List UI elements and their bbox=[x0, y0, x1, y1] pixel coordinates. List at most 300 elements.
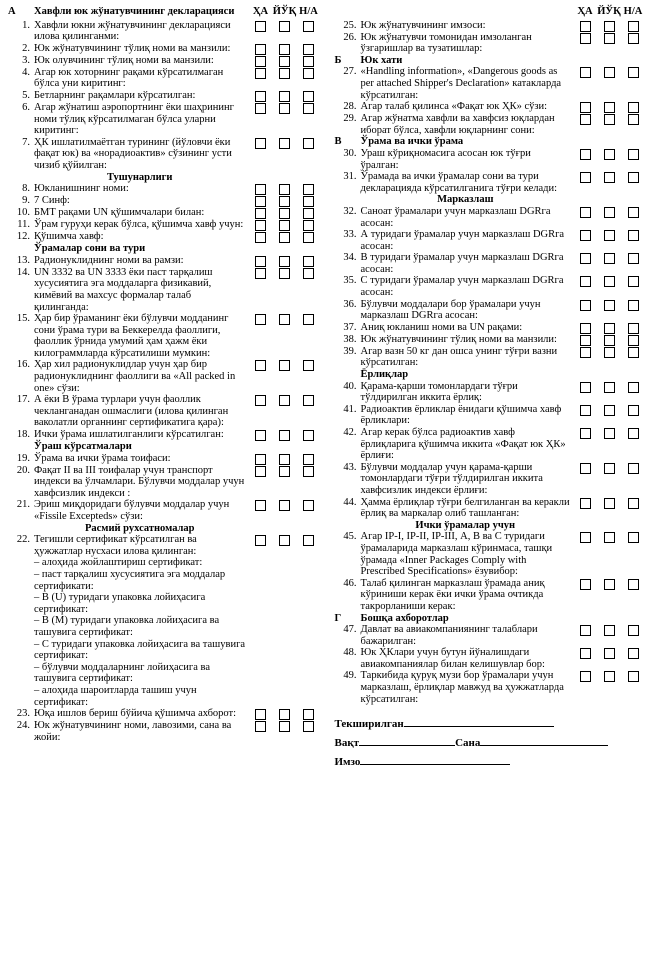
checkbox-no[interactable] bbox=[273, 90, 297, 102]
item-number: 48. bbox=[343, 647, 357, 659]
item-number: 2. bbox=[22, 42, 30, 54]
item-number: 49. bbox=[343, 670, 357, 682]
item-number: 13. bbox=[16, 254, 30, 266]
checkbox-no[interactable] bbox=[273, 394, 297, 429]
item-subline: – С туридаги упаковка лойиҳасига ва ташувига сертификат: bbox=[34, 638, 246, 662]
item-text: Талаб қилинган марказлаш ўрамада аниқ кўриниши керак ёки ички ўрама очтикда такрорланиши керак: bbox=[360, 577, 545, 612]
checkbox-na[interactable] bbox=[297, 102, 321, 137]
item-row bbox=[8, 720, 321, 743]
item-row bbox=[8, 137, 321, 172]
checkbox-no[interactable] bbox=[597, 148, 621, 171]
checkbox-no[interactable] bbox=[273, 195, 297, 207]
checkbox-no[interactable] bbox=[597, 462, 621, 497]
item-text: Ўрама ва ички ўрама тоифаси: bbox=[34, 452, 171, 464]
checkbox-na[interactable] bbox=[621, 171, 645, 194]
checkbox-no[interactable] bbox=[273, 137, 297, 172]
checkbox-no[interactable] bbox=[597, 299, 621, 322]
checkbox-na[interactable] bbox=[297, 720, 321, 743]
item-row bbox=[8, 207, 321, 219]
checkbox-na[interactable] bbox=[621, 322, 645, 334]
checkbox-yes[interactable] bbox=[249, 708, 273, 720]
checkbox-no[interactable] bbox=[273, 207, 297, 219]
item-row bbox=[8, 255, 321, 267]
item-row bbox=[8, 394, 321, 429]
checkbox-na[interactable] bbox=[621, 299, 645, 322]
checkbox-yes[interactable] bbox=[249, 43, 273, 55]
checkbox-na[interactable] bbox=[621, 427, 645, 462]
checked-by-line bbox=[335, 715, 646, 730]
subheading-official-permits: Расмий рухсатномалар bbox=[84, 522, 195, 534]
item-text: Агар жўнатиш аэропортнинг ёки шаҳрининг номи тўлиқ кўрсатилмаган бўлса уларни киритинг: bbox=[34, 101, 234, 137]
item-row bbox=[335, 322, 646, 334]
item-text: Ҳар хил радионуклидлар учун ҳар бир радионуклиднинг фаоллиги ва «All packed in one» сўзи: bbox=[34, 359, 236, 394]
checkbox-na[interactable] bbox=[297, 43, 321, 55]
checkbox-na[interactable] bbox=[297, 137, 321, 172]
checkbox-na[interactable] bbox=[297, 219, 321, 231]
item-number: 5. bbox=[22, 89, 30, 101]
item-number: 16. bbox=[16, 359, 30, 371]
item-subline: – В (М) туридаги упаковка лойиҳасига ва ташувига сертификат: bbox=[34, 615, 220, 638]
checkbox-na[interactable] bbox=[621, 624, 645, 647]
checkbox-na[interactable] bbox=[297, 207, 321, 219]
checkbox-yes[interactable] bbox=[249, 55, 273, 67]
checkbox-no[interactable] bbox=[597, 670, 621, 705]
subheading-row bbox=[335, 194, 646, 206]
checkbox-yes[interactable] bbox=[573, 101, 597, 113]
item-number: 33. bbox=[343, 229, 357, 241]
time-date-line bbox=[335, 734, 646, 749]
item-number: 38. bbox=[343, 333, 357, 345]
checkbox-no[interactable] bbox=[597, 578, 621, 613]
checkbox-na[interactable] bbox=[297, 499, 321, 522]
item-number: 10. bbox=[16, 207, 30, 219]
section-title-a: Хавфли юк жўнатувчининг декларацияси bbox=[34, 6, 235, 17]
checkbox-no[interactable] bbox=[597, 32, 621, 55]
checkbox-yes[interactable] bbox=[249, 219, 273, 231]
two-column-layout bbox=[8, 6, 645, 772]
checkbox-na[interactable] bbox=[297, 534, 321, 708]
item-text: Радионуклиднинг номи ва рамзи: bbox=[34, 254, 184, 266]
checkbox-yes[interactable] bbox=[249, 207, 273, 219]
checkbox-yes[interactable] bbox=[573, 427, 597, 462]
checkbox-na[interactable] bbox=[621, 462, 645, 497]
checkbox-na[interactable] bbox=[297, 429, 321, 441]
item-text: Тегишли сертификат кўрсатилган ва ҳужжатлар нусхаси илова қилинган: bbox=[34, 534, 197, 557]
checkbox-yes[interactable] bbox=[249, 90, 273, 102]
checkbox-na[interactable] bbox=[621, 404, 645, 427]
item-text: UN 3332 ва UN 3333 ёки паст тарқалиш хусусиятига эга моддаларга физикавий, кимёвий ва махсус формалар талаб қилинганда: bbox=[34, 266, 213, 313]
signature-label: Имзо bbox=[334, 756, 361, 769]
checkbox-no[interactable] bbox=[597, 275, 621, 298]
checkbox-yes[interactable] bbox=[573, 670, 597, 705]
checkbox-yes[interactable] bbox=[573, 334, 597, 346]
item-text: БМТ рақами UN қўшимчалари билан: bbox=[34, 207, 205, 219]
left-checklist-table bbox=[8, 6, 321, 743]
item-number: 25. bbox=[343, 19, 357, 31]
item-row bbox=[335, 346, 646, 369]
checkbox-yes[interactable] bbox=[573, 578, 597, 613]
subheading-row bbox=[8, 172, 321, 184]
checkbox-yes[interactable] bbox=[573, 171, 597, 194]
subheading-package-count-type: Ўрамалар сони ва тури bbox=[34, 243, 146, 255]
checkbox-na[interactable] bbox=[621, 497, 645, 520]
checkbox-yes[interactable] bbox=[249, 267, 273, 313]
item-number: 15. bbox=[16, 313, 30, 325]
item-row bbox=[335, 578, 646, 613]
checkbox-na[interactable] bbox=[297, 708, 321, 720]
item-row bbox=[335, 381, 646, 404]
checkbox-na[interactable] bbox=[297, 394, 321, 429]
item-text: Ўрам гуруҳи керак бўлса, қўшимча хавф учун: bbox=[34, 219, 244, 231]
item-number: 31. bbox=[343, 171, 357, 183]
subheading-row bbox=[335, 520, 646, 532]
checkbox-no[interactable] bbox=[597, 346, 621, 369]
checkbox-yes[interactable] bbox=[573, 229, 597, 252]
checkbox-na[interactable] bbox=[621, 531, 645, 577]
item-number: 11. bbox=[17, 219, 30, 231]
checkbox-no[interactable] bbox=[273, 359, 297, 394]
checkbox-na[interactable] bbox=[621, 670, 645, 705]
checkbox-yes[interactable] bbox=[573, 299, 597, 322]
item-text: Юқа ишлов бериш бўйича қўшимча ахборот: bbox=[34, 708, 237, 720]
col-header-no: ЙЎҚ bbox=[597, 6, 621, 17]
checkbox-yes[interactable] bbox=[249, 499, 273, 522]
item-row bbox=[335, 334, 646, 346]
checkbox-no[interactable] bbox=[597, 229, 621, 252]
item-text: Юк жўнатувчининг номи, лавозими, сана ва жойи: bbox=[34, 720, 232, 743]
checkbox-yes[interactable] bbox=[249, 720, 273, 743]
checkbox-no[interactable] bbox=[273, 183, 297, 195]
subheading-row bbox=[8, 441, 321, 453]
checkbox-no[interactable] bbox=[273, 708, 297, 720]
checkbox-no[interactable] bbox=[597, 497, 621, 520]
checkbox-yes[interactable] bbox=[249, 183, 273, 195]
checkbox-yes[interactable] bbox=[249, 102, 273, 137]
checkbox-yes[interactable] bbox=[249, 231, 273, 243]
checkbox-na[interactable] bbox=[297, 195, 321, 207]
left-column bbox=[8, 6, 327, 772]
item-number: 4. bbox=[22, 66, 30, 78]
checked-by-field[interactable] bbox=[404, 715, 554, 727]
checkbox-no[interactable] bbox=[273, 465, 297, 500]
checkbox-no[interactable] bbox=[273, 219, 297, 231]
item-number: 37. bbox=[343, 321, 357, 333]
subheading-labels: Ёрлиқлар bbox=[360, 369, 409, 381]
item-row bbox=[335, 497, 646, 520]
item-row bbox=[8, 359, 321, 394]
checkbox-yes[interactable] bbox=[573, 113, 597, 136]
checkbox-no[interactable] bbox=[273, 255, 297, 267]
item-number: 3. bbox=[22, 54, 30, 66]
checkbox-yes[interactable] bbox=[573, 404, 597, 427]
item-number: 1. bbox=[22, 19, 30, 31]
item-row bbox=[8, 465, 321, 500]
checkbox-no[interactable] bbox=[597, 531, 621, 577]
checkbox-no[interactable] bbox=[597, 404, 621, 427]
checkbox-no[interactable] bbox=[273, 453, 297, 465]
item-text: Радиоактив ёрликлар ёнидаги қўшимча хавф ёрликлари: bbox=[360, 403, 562, 427]
checkbox-na[interactable] bbox=[621, 578, 645, 613]
checkbox-yes[interactable] bbox=[573, 531, 597, 577]
item-number: 24. bbox=[16, 720, 30, 732]
checkbox-no[interactable] bbox=[273, 499, 297, 522]
item-text: Фақат II ва III тоифалар учун транспорт индекси ва ўлчамлари. Бўлувчи моддалар учун хавфсизлик индекси : bbox=[34, 464, 245, 499]
item-row bbox=[8, 20, 321, 43]
checkbox-na[interactable] bbox=[621, 148, 645, 171]
item-row bbox=[335, 206, 646, 229]
item-number: 47. bbox=[343, 624, 357, 636]
checkbox-na[interactable] bbox=[297, 183, 321, 195]
item-text: Ураш кўриқномасига асосан юк тўғри ўралган: bbox=[360, 147, 531, 171]
item-row bbox=[335, 20, 646, 32]
checkbox-na[interactable] bbox=[297, 20, 321, 43]
item-number: 17. bbox=[16, 394, 30, 406]
item-number: 30. bbox=[343, 147, 357, 159]
item-text: Қарама-қарши томонлардаги тўғри тўлдирилган иккита ёрлиқ: bbox=[360, 380, 518, 404]
item-row bbox=[335, 299, 646, 322]
item-row bbox=[335, 427, 646, 462]
item-text: Хавфли юкни жўнатувчининг декларацияси илова қилинганми: bbox=[34, 19, 231, 43]
item-row bbox=[8, 90, 321, 102]
checkbox-no[interactable] bbox=[597, 206, 621, 229]
item-subline: – паст тарқалиш хусусиятига эга моддалар сертификати: bbox=[34, 568, 226, 592]
section-letter-g: Г bbox=[334, 612, 342, 624]
item-text: Юкланишнинг номи: bbox=[34, 183, 129, 195]
subheading-inner-packages: Ички ўрамалар учун bbox=[415, 519, 516, 531]
checkbox-na[interactable] bbox=[297, 453, 321, 465]
checkbox-no[interactable] bbox=[273, 55, 297, 67]
item-number: 9. bbox=[22, 195, 30, 207]
date-field[interactable] bbox=[480, 734, 608, 746]
item-number: 42. bbox=[343, 427, 357, 438]
item-row bbox=[335, 148, 646, 171]
item-number: 45. bbox=[343, 531, 357, 543]
checkbox-no[interactable] bbox=[273, 534, 297, 708]
checkbox-na[interactable] bbox=[297, 465, 321, 500]
checkbox-yes[interactable] bbox=[573, 206, 597, 229]
checkbox-yes[interactable] bbox=[249, 453, 273, 465]
checkbox-na[interactable] bbox=[621, 66, 645, 101]
checkbox-no[interactable] bbox=[597, 66, 621, 101]
checkbox-na[interactable] bbox=[297, 55, 321, 67]
item-subline: – В (U) туридаги упаковка лойиҳасига сертификат: bbox=[34, 592, 206, 615]
item-row bbox=[335, 531, 646, 577]
item-text: Бетларнинг рақамлари кўрсатилган: bbox=[34, 89, 196, 101]
checkbox-no[interactable] bbox=[597, 322, 621, 334]
checkbox-no[interactable] bbox=[597, 647, 621, 670]
checkbox-yes[interactable] bbox=[249, 394, 273, 429]
signature-field[interactable] bbox=[360, 753, 510, 765]
item-row bbox=[335, 113, 646, 136]
item-row bbox=[8, 67, 321, 90]
checkbox-yes[interactable] bbox=[249, 313, 273, 359]
checkbox-no[interactable] bbox=[597, 381, 621, 404]
checkbox-na[interactable] bbox=[297, 267, 321, 313]
time-label: Вақт bbox=[334, 737, 360, 750]
checkbox-no[interactable] bbox=[597, 113, 621, 136]
item-number: 35. bbox=[343, 275, 357, 287]
item-text: Юк ҲКлари учун бутун йўналишдаги авиакомпаниялар билан келишувлар бор: bbox=[360, 647, 545, 670]
checkbox-na[interactable] bbox=[297, 255, 321, 267]
checkbox-no[interactable] bbox=[273, 102, 297, 137]
item-number: 32. bbox=[343, 205, 357, 217]
checkbox-na[interactable] bbox=[621, 334, 645, 346]
checkbox-yes[interactable] bbox=[573, 20, 597, 32]
checkbox-no[interactable] bbox=[273, 43, 297, 55]
item-text: Бўлувчи моддалар учун қарама-қарши томонлардаги тўғри тўлдирилган иккита хавфсизлик индекси ёрлиғи: bbox=[360, 461, 543, 496]
checkbox-na[interactable] bbox=[297, 231, 321, 243]
item-subline: – бўлувчи моддаларнинг лойиҳасига ва ташувига сертификат: bbox=[34, 661, 210, 685]
item-text: Қўшимча хавф: bbox=[34, 231, 104, 243]
checkbox-na[interactable] bbox=[621, 346, 645, 369]
subheading-packing-instructions: Ўраш кўрсатмалари bbox=[34, 441, 132, 453]
checkbox-yes[interactable] bbox=[573, 275, 597, 298]
checkbox-na[interactable] bbox=[621, 20, 645, 32]
checkbox-no[interactable] bbox=[273, 67, 297, 90]
section-row-b bbox=[335, 55, 646, 67]
section-letter-b: Б bbox=[334, 54, 342, 66]
item-number: 23. bbox=[16, 708, 30, 720]
checkbox-yes[interactable] bbox=[249, 255, 273, 267]
item-text: 7 Синф: bbox=[34, 195, 70, 207]
item-text: Аниқ юкланиш номи ва UN рақами: bbox=[360, 321, 523, 333]
item-text: Саноат ўрамалари учун марказлаш DGRга асосан: bbox=[360, 205, 551, 229]
col-header-yes: ҲА bbox=[577, 6, 593, 17]
item-text: Юк жўнатувчи томонидан имзоланган ўзгаришлар ва тузатишлар: bbox=[360, 31, 532, 55]
item-text: Агар IP-I, IP-II, IP-III, А, В ва С туридаги ўрамаларида марказлаш кўринмаса, ташқи ўрамада «Inner Packages Comply with Prescribed Specifications» ёзувибор: bbox=[360, 531, 553, 578]
checkbox-na[interactable] bbox=[621, 101, 645, 113]
subheading-comprehensibility: Тушунарлиги bbox=[107, 171, 173, 183]
checkbox-no[interactable] bbox=[597, 427, 621, 462]
item-number: 20. bbox=[16, 464, 30, 476]
item-row bbox=[8, 499, 321, 522]
item-row bbox=[335, 275, 646, 298]
checkbox-no[interactable] bbox=[597, 171, 621, 194]
checkbox-na[interactable] bbox=[297, 67, 321, 90]
subheading-marking: Марказлаш bbox=[437, 194, 494, 206]
time-field[interactable] bbox=[359, 734, 455, 746]
checkbox-yes[interactable] bbox=[249, 67, 273, 90]
item-row bbox=[8, 267, 321, 313]
item-text: Юк олувчининг тўлиқ номи ва манзили: bbox=[34, 54, 214, 66]
item-text: А ёки В ўрама турлари учун фаоллик чекланганадан ошмаслиги (илова қилинган ваколатли органнинг сертификатига қара): bbox=[34, 394, 229, 429]
right-checklist-table bbox=[335, 6, 646, 705]
checkbox-no[interactable] bbox=[597, 252, 621, 275]
item-text: Эриш миқдоридаги бўлувчи моддалар учун «Fissile Excepteds» сўзи: bbox=[34, 499, 230, 522]
checkbox-na[interactable] bbox=[297, 313, 321, 359]
item-number: 22. bbox=[16, 534, 30, 546]
item-text: Юк жўнатувчининг тўлиқ номи ва манзили: bbox=[360, 333, 557, 345]
col-header-na: Н/А bbox=[299, 6, 318, 17]
item-text: Агар вазн 50 кг дан ошса унинг тўғри вазни кўрсатилган: bbox=[360, 345, 558, 369]
item-number: 27. bbox=[343, 66, 357, 78]
checkbox-yes[interactable] bbox=[573, 322, 597, 334]
checkbox-na[interactable] bbox=[621, 275, 645, 298]
checkbox-no[interactable] bbox=[273, 20, 297, 43]
checkbox-yes[interactable] bbox=[249, 20, 273, 43]
checkbox-no[interactable] bbox=[273, 313, 297, 359]
checkbox-yes[interactable] bbox=[573, 462, 597, 497]
item-number: 7. bbox=[22, 136, 30, 148]
checkbox-yes[interactable] bbox=[249, 429, 273, 441]
checkbox-yes[interactable] bbox=[573, 252, 597, 275]
section-row-v bbox=[335, 136, 646, 148]
checkbox-yes[interactable] bbox=[249, 359, 273, 394]
checkbox-na[interactable] bbox=[297, 359, 321, 394]
checkbox-no[interactable] bbox=[597, 624, 621, 647]
item-number: 21. bbox=[16, 499, 30, 511]
checkbox-na[interactable] bbox=[621, 32, 645, 55]
item-text: «Handling information», «Dangerous goods as per attached Shipper's Declaration» катакларда кўрсатилган: bbox=[360, 66, 562, 101]
checkbox-na[interactable] bbox=[621, 252, 645, 275]
checkbox-no[interactable] bbox=[273, 429, 297, 441]
checkbox-na[interactable] bbox=[297, 90, 321, 102]
checkbox-yes[interactable] bbox=[573, 148, 597, 171]
item-number: 39. bbox=[343, 345, 357, 357]
item-row bbox=[8, 231, 321, 243]
checkbox-na[interactable] bbox=[621, 206, 645, 229]
section-title-g: Бошқа ахборотлар bbox=[360, 612, 449, 624]
item-number: 19. bbox=[16, 452, 30, 464]
item-row bbox=[8, 429, 321, 441]
checkbox-yes[interactable] bbox=[573, 624, 597, 647]
checkbox-na[interactable] bbox=[621, 647, 645, 670]
section-title-b: Юк хати bbox=[360, 54, 403, 66]
item-row bbox=[335, 66, 646, 101]
checkbox-yes[interactable] bbox=[249, 534, 273, 708]
checkbox-yes[interactable] bbox=[249, 195, 273, 207]
checkbox-na[interactable] bbox=[621, 113, 645, 136]
checkbox-no[interactable] bbox=[273, 720, 297, 743]
checkbox-yes[interactable] bbox=[573, 66, 597, 101]
checkbox-yes[interactable] bbox=[573, 381, 597, 404]
checkbox-no[interactable] bbox=[597, 101, 621, 113]
item-text: Агар юк хоторнинг рақами кўрсатилмаган бўлса уни киритинг: bbox=[34, 66, 224, 90]
item-text: Ички ўрама ишлатилганлиги кўрсатилган: bbox=[34, 429, 224, 441]
item-text: Ҳамма ёрлиқлар тўғри белгиланган ва керакли ёрлиқ ва маркалар олиб ташланган: bbox=[360, 496, 570, 520]
checkbox-na[interactable] bbox=[621, 381, 645, 404]
subheading-row bbox=[8, 523, 321, 535]
item-row bbox=[8, 708, 321, 720]
item-number: 8. bbox=[22, 183, 30, 195]
checkbox-yes[interactable] bbox=[249, 465, 273, 500]
item-row bbox=[8, 43, 321, 55]
checkbox-yes[interactable] bbox=[573, 32, 597, 55]
checkbox-no[interactable] bbox=[597, 334, 621, 346]
checkbox-no[interactable] bbox=[273, 231, 297, 243]
col-header-yes: ҲА bbox=[252, 6, 269, 17]
item-number: 40. bbox=[343, 380, 357, 392]
signature-line bbox=[335, 753, 646, 768]
item-number: 18. bbox=[16, 429, 30, 441]
checkbox-no[interactable] bbox=[273, 267, 297, 313]
checkbox-yes[interactable] bbox=[573, 346, 597, 369]
item-row bbox=[335, 252, 646, 275]
item-row bbox=[335, 229, 646, 252]
checkbox-no[interactable] bbox=[597, 20, 621, 32]
col-header-no: ЙЎҚ bbox=[272, 6, 297, 17]
item-number: 46. bbox=[343, 577, 357, 589]
checkbox-na[interactable] bbox=[621, 229, 645, 252]
checkbox-yes[interactable] bbox=[249, 137, 273, 172]
item-number: 14. bbox=[16, 266, 30, 278]
item-number: 6. bbox=[22, 101, 30, 113]
item-row bbox=[8, 195, 321, 207]
section-title-v: Ўрама ва ички ўрама bbox=[360, 136, 464, 148]
item-number: 41. bbox=[343, 403, 357, 415]
checkbox-yes[interactable] bbox=[573, 497, 597, 520]
checkbox-yes[interactable] bbox=[573, 647, 597, 670]
